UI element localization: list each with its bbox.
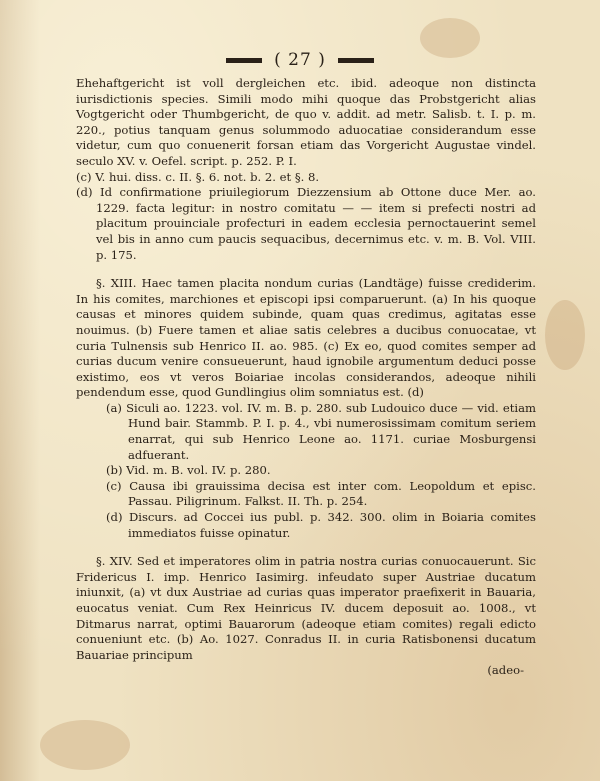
stain (545, 300, 585, 370)
text-body (76, 76, 536, 679)
stain (40, 720, 130, 770)
header-rule-right (338, 58, 374, 63)
header-rule-left (226, 58, 262, 63)
page-number: ( 27 ) (274, 50, 326, 70)
continued-footnote: Ehehaftgericht ist voll dergleichen etc. ibid. adeoque non distincta iurisdictionis species. Simili modo mihi quoque das Probstgericht alias Vogtgericht oder Thumbgericht, de quo v. addit. ad metr. Salisb. t. I. p. m. 220., potius tanquam genus solummodo aduocatiae considerandum esse videtur, cum quo conuenerit forsan etiam das Vorgericht Augustae vindel. seculo XV. v. Oefel. script. p. 252. P. I. (76, 76, 536, 168)
section-14-paragraph: §. XIV. Sed et imperatores olim in patria nostra curias conuocauerunt. Sic Fridericus I. imp. Henrico Iasimirg. infeudato super Austriae ducatum iniunxit, (a) vt dux Austriae ad curias quas imperator praefixerit in Bauaria, euocatus veniat. Cum Rex Heinricus IV. ducem deposuit ao. 1008., vt Ditmarus narrat, optimi Bauarorum (adeoque etiam comites) regali edicto conueniunt etc. (b) Ao. 1027. Conradus II. in curia Ratisbonensi ducatum Bauariae principum (76, 554, 536, 662)
footnote-d: (d) Id confirmatione priuilegiorum Diezzensium ab Ottone duce Mer. ao. 1229. facta legitur: in nostro comitatu — — item si prefecti nostri ad placitum prouinciale profecturi in eadem ecclesia pernoctauerint semel vel bis in anno cum paucis sequacibus, decernimus etc. v. m. B. Vol. VIII. p. 175. (76, 185, 536, 262)
section-13-paragraph: §. XIII. Haec tamen placita nondum curias (Landtäge) fuisse crediderim. In his comites, marchiones et episcopi ipsi comparuerunt. (a) In his quoque causas et minores quidem subinde, quam quas credimus, agitatas esse nouimus. (b) Fuere tamen et aliae satis celebres a ducibus conuocatae, vt curia Tulnensis sub Henrico II. ao. 985. (c) Ex eo, quod comites semper ad curias ducum venire consueuerunt, haud ignobile argumentum deduci posse existimo, eos vt veros Boiariae incolas considerandos, adeoque nihili pendendum esse, quod Gundlingius olim somniatus est. (d) (76, 276, 536, 400)
section-13-note-b: (b) Vid. m. B. vol. IV. p. 280. (106, 463, 271, 478)
section-13-note-a: (a) Siculi ao. 1223. vol. IV. m. B. p. 280. sub Ludouico duce — vid. etiam Hund bair. Stammb. P. I. p. 4., vbi numerosissimam comitum seriem enarrat, qui sub Henrico Leone ao. 1171. curiae Mosburgensi adfuerant. (106, 400, 536, 462)
footnote-c: (c) V. hui. diss. c. II. §. 6. not. b. 2. et §. 8. (76, 169, 320, 184)
section-13-note-d: (d) Discurs. ad Coccei ius publ. p. 342. 300. olim in Boiaria comites immediatos fuisse opinatur. (106, 510, 536, 540)
page-header (0, 50, 600, 70)
section-13-note-c: (c) Causa ibi grauissima decisa est inter com. Leopoldum et episc. Passau. Piligrinum. Falkst. II. Th. p. 254. (106, 478, 536, 509)
catchword: (adeo- (487, 663, 524, 678)
